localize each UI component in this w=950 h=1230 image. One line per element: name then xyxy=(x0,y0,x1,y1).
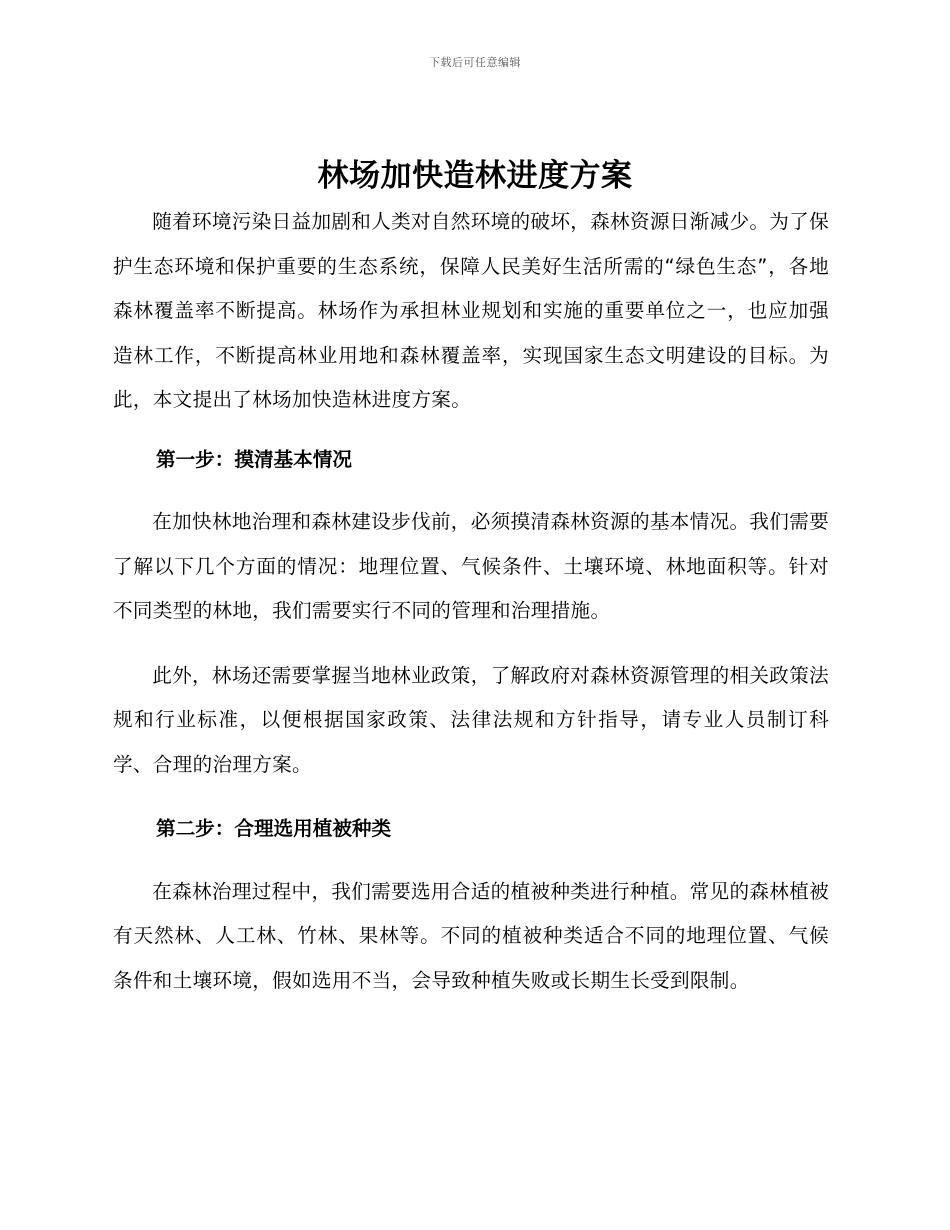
header-note: 下载后可任意编辑 xyxy=(429,56,521,69)
intro-paragraph: 随着环境污染日益加剧和人类对自然环境的破坏，森林资源日渐减少。为了保护生态环境和保护重要的生态系统，保障人民美好生活所需的“绿色生态”，各地森林覆盖率不断提高。林场作为承担林业规划和实施的重要单位之一，也应加强造林工作，不断提高林业用地和森林覆盖率，实现国家生态文明建设的目标。为此，本文提出了林场加快造林进度方案。 xyxy=(113,210,829,411)
step1-paragraph-1: 在加快林地治理和森林建设步伐前，必须摸清森林资源的基本情况。我们需要了解以下几个方面的情况：地理位置、气候条件、土壤环境、林地面积等。针对不同类型的林地，我们需要实行不同的管理和治理措施。 xyxy=(113,510,829,622)
step2-heading: 第二步：合理选用植被种类 xyxy=(156,817,392,840)
step2-paragraph-1: 在森林治理过程中，我们需要选用合适的植被种类进行种植。常见的森林植被有天然林、人工林、竹林、果林等。不同的植被种类适合不同的地理位置、气候条件和土壤环境，假如选用不当，会导致种植失败或长期生长受到限制。 xyxy=(113,879,829,992)
step1-heading: 第一步：摸清基本情况 xyxy=(156,447,352,471)
document-body xyxy=(113,200,829,1003)
step1-paragraph-2: 此外，林场还需要掌握当地林业政策，了解政府对森林资源管理的相关政策法规和行业标准，以便根据国家政策、法律法规和方针指导，请专业人员制订科学、合理的治理方案。 xyxy=(113,663,829,776)
document-title: 林场加快造林进度方案 xyxy=(317,158,633,194)
